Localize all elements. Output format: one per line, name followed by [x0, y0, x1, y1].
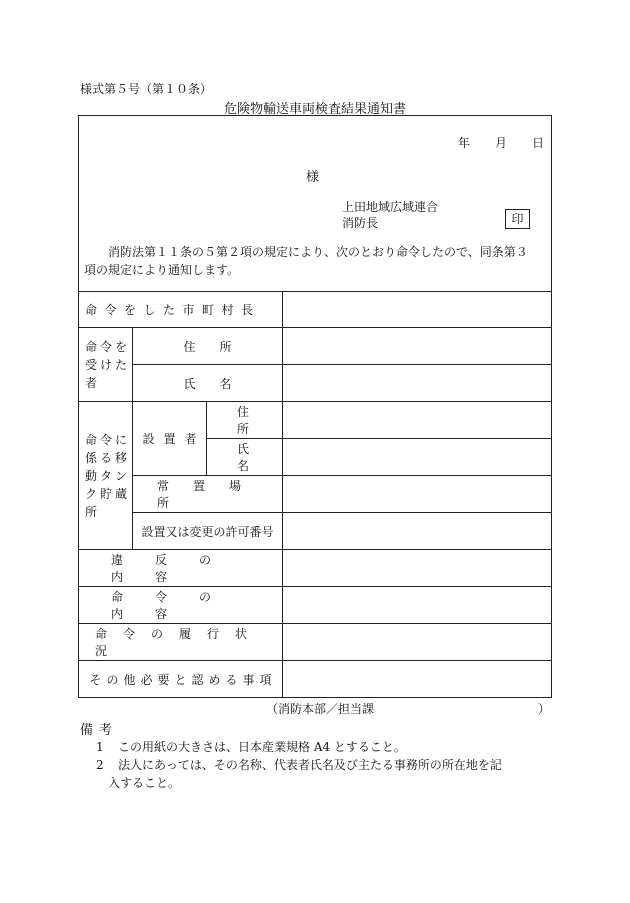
label-text: 住所 — [183, 339, 256, 354]
label-text: 違反の内容 — [111, 553, 244, 584]
label-text: 氏名 — [237, 442, 280, 473]
note-item — [96, 756, 556, 792]
row-label-name — [133, 365, 282, 401]
notice-body — [84, 243, 548, 279]
note-text: 法人にあっては、その名称、代表者氏名及び主たる事務所の所在地を記 — [118, 758, 502, 772]
column-line — [282, 291, 283, 698]
note-number: 2 — [96, 758, 104, 772]
group-text: 命令に — [85, 432, 131, 447]
group-text: 動タン — [85, 468, 131, 483]
month-label: 月 — [495, 136, 508, 150]
label-text: 設置者 — [142, 432, 206, 446]
note-text-continued: 入すること。 — [108, 776, 181, 790]
group-text: 所 — [85, 504, 101, 519]
note-number: 1 — [96, 740, 104, 754]
note-text: この用紙の大きさは、日本産業規格 A4 とすること。 — [118, 740, 406, 754]
date-line — [458, 134, 544, 151]
label-text: 命令をした市町村長 — [85, 303, 261, 317]
department-note-close: ） — [538, 702, 551, 716]
row-label-storage-place — [133, 476, 282, 512]
label-text: 氏名 — [183, 376, 256, 391]
group-text: 命令を — [85, 339, 131, 354]
label-text: 常置場所 — [157, 479, 266, 510]
notice-body-line-2: 項の規定により通知します。 — [84, 263, 240, 277]
form-number: 様式第５号（第１０条） — [80, 82, 213, 96]
row-group-tank — [79, 402, 132, 549]
row-label-installer-address — [207, 402, 282, 438]
group-text: 受けた — [85, 357, 131, 372]
sender-title: 消防長 — [342, 216, 379, 230]
document-title: 危険物輸送車両検査結果通知書 — [223, 102, 406, 117]
row-label-other — [79, 661, 282, 697]
label-text: 住所 — [237, 405, 280, 436]
row-label-address — [133, 328, 282, 364]
seal-box: 印 — [505, 209, 530, 229]
department-note: （消防本部／担当課 — [266, 702, 375, 716]
label-text: 命令の履行状況 — [95, 627, 264, 658]
year-label: 年 — [458, 136, 471, 150]
label-text: その他必要と認める事項 — [89, 672, 277, 687]
group-text: ク貯蔵 — [85, 486, 131, 501]
row-label-performance — [79, 624, 282, 660]
row-group-recipient — [79, 328, 132, 401]
row-label-order-content — [79, 587, 282, 623]
addressee-suffix: 様 — [306, 170, 320, 185]
row-label-permit-number — [133, 513, 282, 549]
row-label-violation — [79, 550, 282, 586]
group-text: 係る移 — [85, 450, 131, 465]
sender-organization: 上田地域広域連合 — [342, 200, 439, 214]
notes-heading: 備考 — [80, 723, 119, 738]
group-text: 者 — [85, 375, 101, 390]
note-item — [96, 738, 556, 756]
label-text: 設置又は変更の許可番号 — [141, 524, 274, 539]
day-label: 日 — [532, 136, 545, 150]
row-label-installer — [133, 402, 206, 475]
label-text: 命令の内容 — [111, 590, 244, 621]
row-label-order-mayor — [79, 292, 282, 327]
row-label-installer-name — [207, 439, 282, 475]
notice-body-line-1: 消防法第１１条の５第２項の規定により、次のとおり命令したので、同条第３ — [108, 245, 528, 259]
